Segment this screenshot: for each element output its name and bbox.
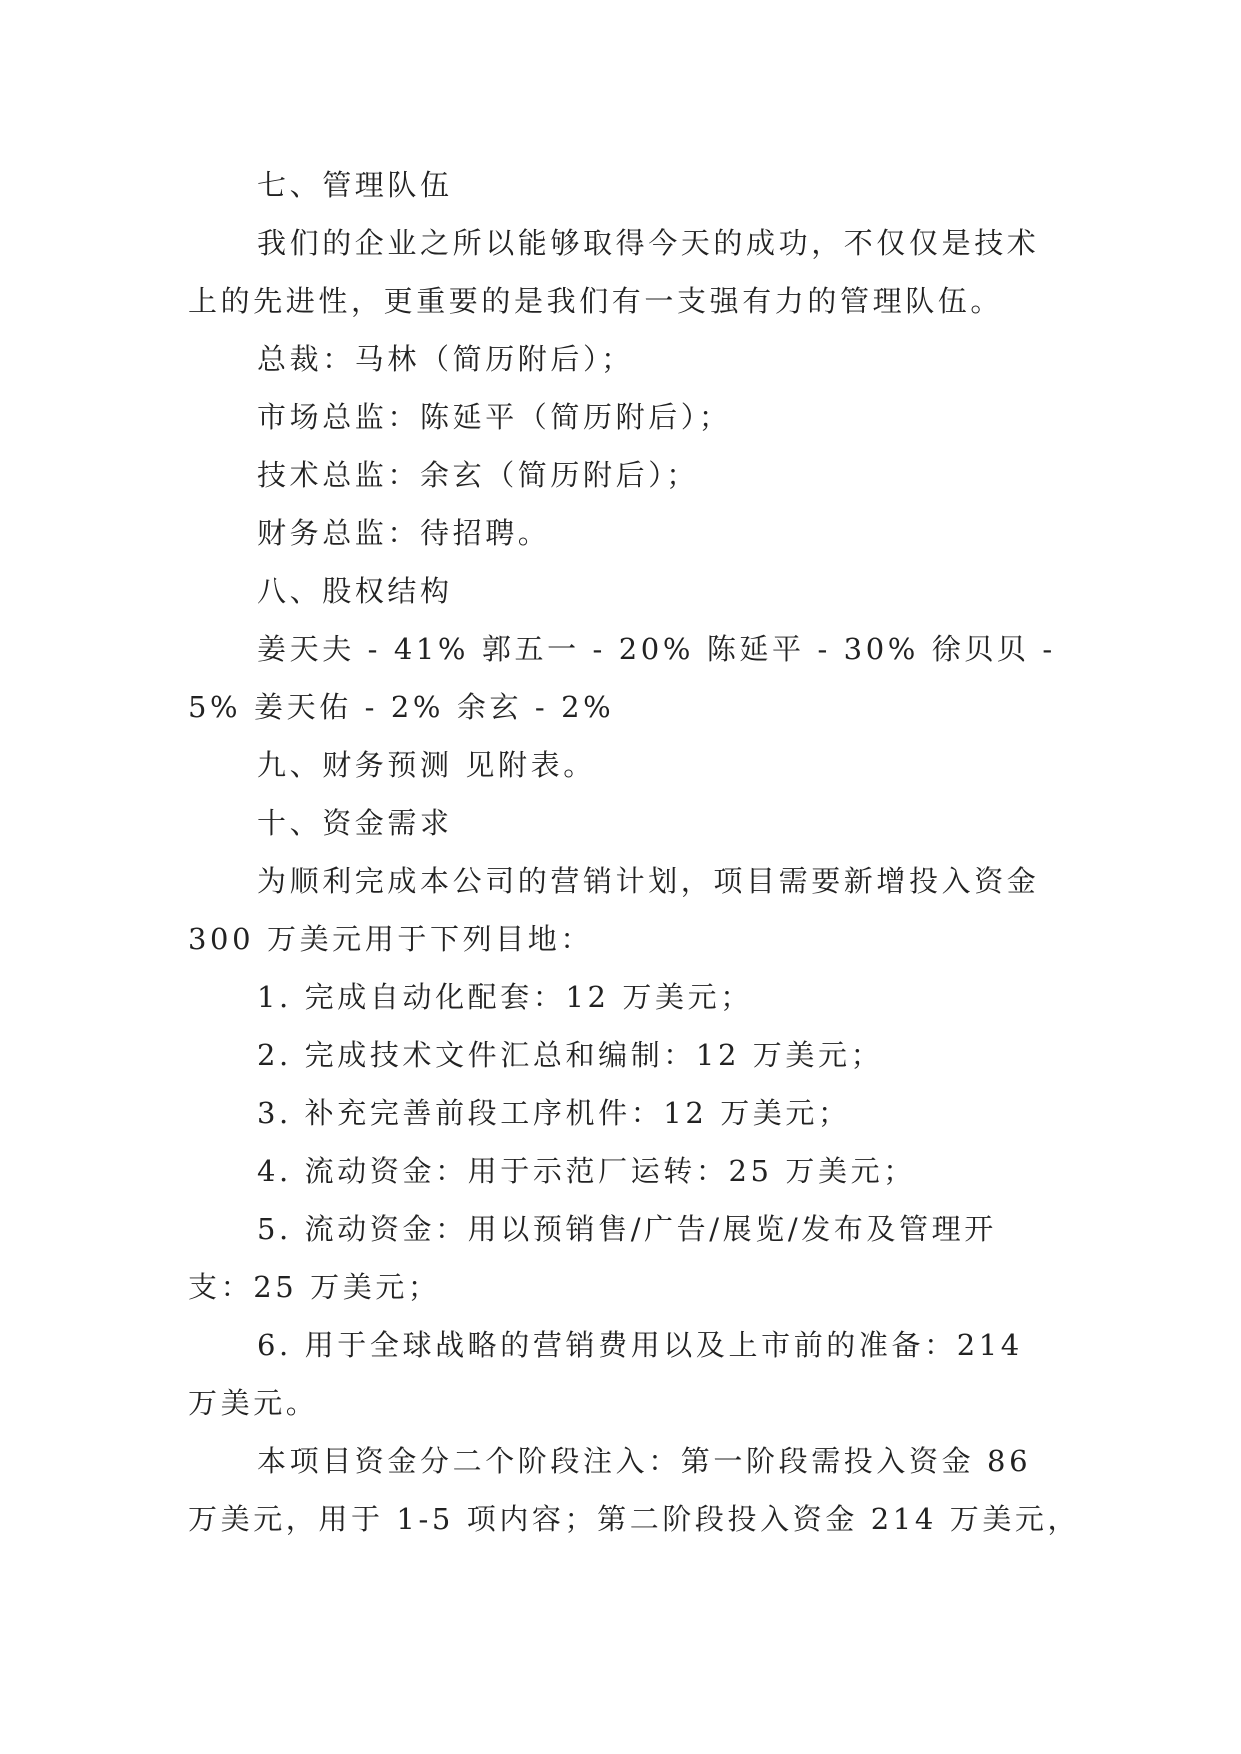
list-item: 2. 完成技术文件汇总和编制：12 万美元； xyxy=(257,1038,884,1072)
team-member-marketing-director: 市场总监：陈延平（简历附后）； xyxy=(257,400,732,434)
section-heading-funding-requirements: 十、资金需求 xyxy=(257,806,453,840)
list-item: 3. 补充完善前段工序机件：12 万美元； xyxy=(257,1096,851,1130)
team-member-ceo: 总裁：马林（简历附后）； xyxy=(257,342,634,376)
team-member-technical-director: 技术总监：余玄（简历附后）； xyxy=(257,458,699,492)
paragraph-line: 本项目资金分二个阶段注入：第一阶段需投入资金 86 xyxy=(257,1444,1032,1478)
list-item: 4. 流动资金：用于示范厂运转：25 万美元； xyxy=(257,1154,916,1188)
paragraph-line: 我们的企业之所以能够取得今天的成功，不仅仅是技术 xyxy=(257,226,1040,260)
paragraph-line: 为顺利完成本公司的营销计划，项目需要新增投入资金 xyxy=(257,864,1040,898)
paragraph-line: 上的先进性，更重要的是我们有一支强有力的管理队伍。 xyxy=(188,284,1004,318)
paragraph-line: 万美元，用于 1-5 项内容；第二阶段投入资金 214 万美元， xyxy=(188,1502,1081,1536)
team-member-finance-director: 财务总监：待招聘。 xyxy=(257,516,551,550)
paragraph-line: 300 万美元用于下列目地： xyxy=(188,922,593,956)
list-item: 1. 完成自动化配套：12 万美元； xyxy=(257,980,753,1014)
list-item-continuation: 支：25 万美元； xyxy=(188,1270,441,1304)
section-heading-equity-structure: 八、股权结构 xyxy=(257,574,453,608)
list-item-continuation: 万美元。 xyxy=(188,1386,319,1420)
equity-line: 5% 姜天佑 - 2% 余玄 - 2% xyxy=(188,690,615,724)
equity-line: 姜天夫 - 41% 郭五一 - 20% 陈延平 - 30% 徐贝贝 - xyxy=(257,632,1056,666)
list-item: 6. 用于全球战略的营销费用以及上市前的准备：214 xyxy=(257,1328,1023,1362)
section-heading-financial-forecast: 九、财务预测 见附表。 xyxy=(257,748,596,782)
list-item: 5. 流动资金：用以预销售/广告/展览/发布及管理开 xyxy=(257,1212,997,1246)
section-heading-management-team: 七、管理队伍 xyxy=(257,168,453,202)
